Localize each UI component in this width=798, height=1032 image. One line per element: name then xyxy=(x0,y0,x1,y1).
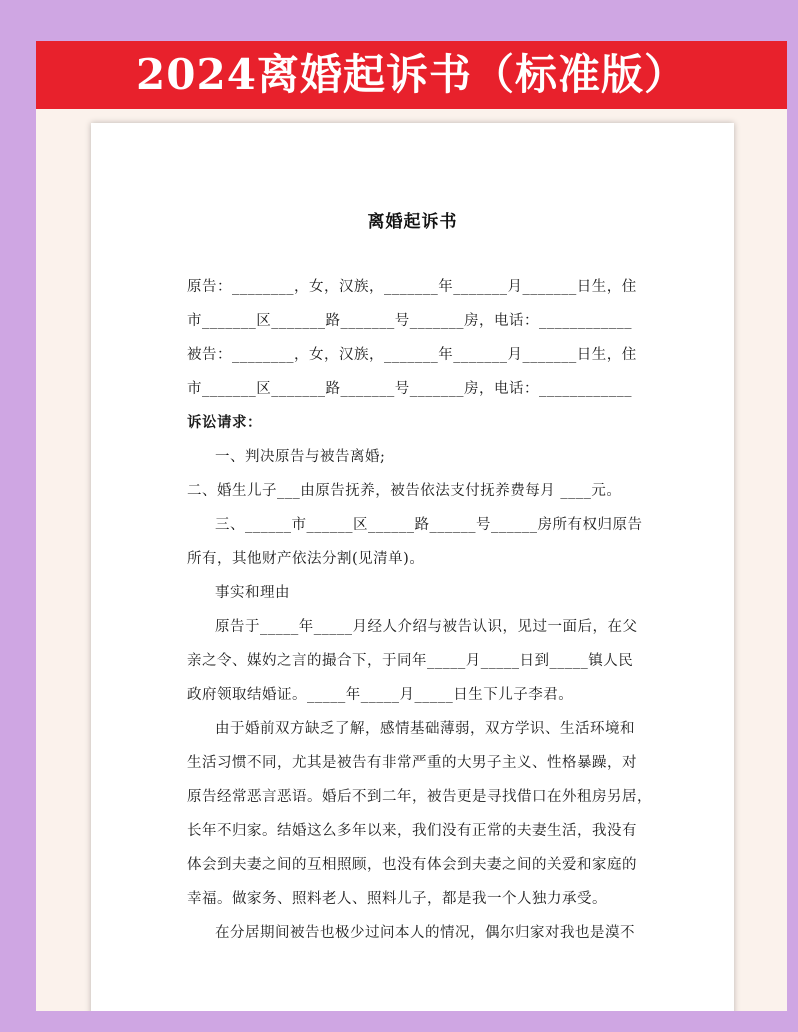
inner-frame xyxy=(36,41,787,1011)
reason-line-2: 生活习惯不同，尤其是被告有非常严重的大男子主义、性格暴躁，对 xyxy=(187,755,637,771)
outer-frame xyxy=(9,9,789,1021)
document-page xyxy=(91,123,734,1011)
defendant-line-2: 市_______区_______路_______号_______房，电话：____________ xyxy=(187,381,632,397)
facts-heading: 事实和理由 xyxy=(215,585,290,601)
facts-line-2: 亲之令、媒妁之言的撮合下，于同年_____月_____日到_____镇人民 xyxy=(187,653,634,669)
reason-line-4: 长年不归家。结婚这么多年以来，我们没有正常的夫妻生活，我没有 xyxy=(187,823,637,839)
plaintiff-line-2: 市_______区_______路_______号_______房，电话：____________ xyxy=(187,313,632,329)
claim-3-line-1: 三、______市______区______路______号______房所有权归原告 xyxy=(215,517,643,533)
reason-line-6: 幸福。做家务、照料老人、照料儿子，都是我一个人独力承受。 xyxy=(187,891,607,907)
claim-3-line-2: 所有，其他财产依法分割(见清单)。 xyxy=(187,551,425,567)
facts-line-1: 原告于_____年_____月经人介绍与被告认识，见过一面后，在父 xyxy=(215,619,638,635)
reason-line-3: 原告经常恶言恶语。婚后不到二年，被告更是寻找借口在外租房另居， xyxy=(187,789,652,805)
separation-line-1: 在分居期间被告也极少过问本人的情况，偶尔归家对我也是漠不 xyxy=(215,925,635,941)
reason-line-1: 由于婚前双方缺乏了解，感情基础薄弱，双方学识、生活环境和 xyxy=(215,721,635,737)
claim-2: 二、婚生儿子___由原告抚养，被告依法支付抚养费每月 ____元。 xyxy=(187,483,622,499)
reason-line-5: 体会到夫妻之间的互相照顾，也没有体会到夫妻之间的关爱和家庭的 xyxy=(187,857,637,873)
plaintiff-line-1: 原告：________，女，汉族，_______年_______月_______日生，住 xyxy=(187,279,637,295)
facts-line-3: 政府领取结婚证。_____年_____月_____日生下儿子李君。 xyxy=(187,687,574,703)
claim-1: 一、判决原告与被告离婚; xyxy=(215,449,386,465)
defendant-line-1: 被告：________，女，汉族，_______年_______月_______日生，住 xyxy=(187,347,637,363)
banner-title: 2024离婚起诉书（标准版） xyxy=(36,41,787,109)
document-title: 离婚起诉书 xyxy=(367,212,458,232)
claims-heading: 诉讼请求： xyxy=(187,414,262,431)
